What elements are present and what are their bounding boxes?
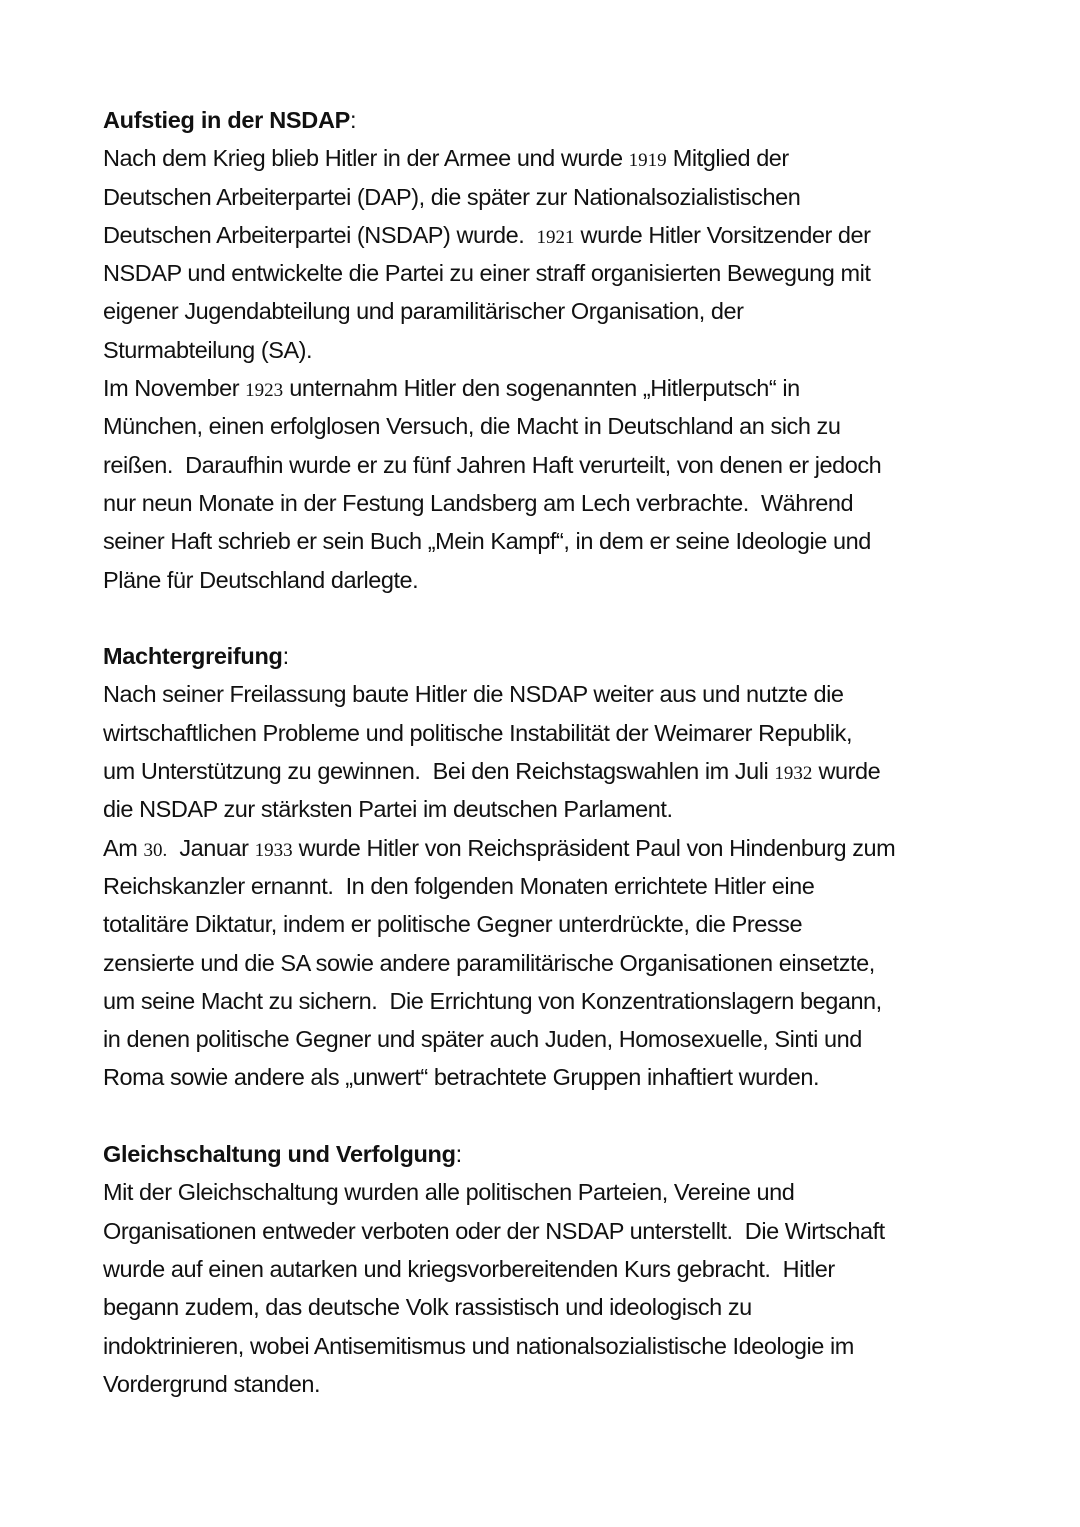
text-segment: Mitglied der [666, 145, 789, 172]
heading-colon: : [282, 643, 289, 670]
text-segment: unternahm Hitler den sogenannten „Hitlerputsch“ in [283, 375, 800, 402]
text-segment: Pläne für Deutschland darlegte. [103, 566, 419, 593]
paragraph-line [103, 1058, 1003, 1096]
text-segment: nur neun Monate in der Festung Landsberg am Lech verbrachte. Während [103, 489, 854, 516]
section-heading [103, 637, 1003, 675]
paragraph-line [103, 1173, 1003, 1211]
heading-colon: : [455, 1141, 462, 1168]
text-segment: NSDAP und entwickelte die Partei zu einer straff organisierten Bewegung mit [103, 260, 871, 287]
paragraph-line [103, 1250, 1003, 1288]
paragraph-line [103, 139, 1003, 177]
text-segment: zensierte und die SA sowie andere paramilitärische Organisationen einsetzte, [103, 949, 875, 976]
text-segment: wurde auf einen autarken und kriegsvorbereitenden Kurs gebracht. Hitler [103, 1255, 835, 1282]
text-segment: um Unterstützung zu gewinnen. Bei den Reichstagswahlen im Juli [103, 758, 775, 785]
paragraph-line [103, 1212, 1003, 1250]
section-heading [103, 101, 1003, 139]
text-segment: Organisationen entweder verboten oder der NSDAP unterstellt. Die Wirtschaft [103, 1217, 885, 1244]
paragraph-line [103, 1327, 1003, 1365]
paragraph-line [103, 944, 1003, 982]
text-segment: um seine Macht zu sichern. Die Errichtung von Konzentrationslagern begann, [103, 987, 882, 1014]
paragraph-line [103, 522, 1003, 560]
text-segment: Im November [103, 375, 246, 402]
text-segment: Deutschen Arbeiterpartei (DAP), die später zur Nationalsozialistischen [103, 183, 801, 210]
section-heading [103, 1135, 1003, 1173]
text-segment: Am [103, 834, 144, 861]
blank-line [103, 599, 1003, 637]
paragraph-line [103, 254, 1003, 292]
date-number: 1933 [254, 839, 293, 861]
paragraph-line [103, 982, 1003, 1020]
paragraph-line [103, 369, 1003, 407]
paragraph-line [103, 178, 1003, 216]
text-segment: Januar [167, 834, 255, 861]
text-segment: Nach dem Krieg blieb Hitler in der Armee und wurde [103, 145, 629, 172]
paragraph-line [103, 867, 1003, 905]
date-number: 1919 [628, 150, 667, 172]
text-segment: München, einen erfolglosen Versuch, die Macht in Deutschland an sich zu [103, 413, 841, 440]
text-segment: in denen politische Gegner und später auch Juden, Homosexuelle, Sinti und [103, 1026, 862, 1053]
text-segment: wirtschaftlichen Probleme und politische Instabilität der Weimarer Republik, [103, 719, 853, 746]
heading-text: Aufstieg in der NSDAP [103, 107, 351, 133]
paragraph-line [103, 561, 1003, 599]
text-segment: wurde [812, 758, 881, 785]
paragraph-line [103, 752, 1003, 790]
heading-text: Gleichschaltung und Verfolgung [103, 1141, 456, 1168]
paragraph-line [103, 446, 1003, 484]
date-number: 1932 [774, 763, 813, 785]
text-segment: Deutschen Arbeiterpartei (NSDAP) wurde. [103, 221, 537, 248]
text-segment: Sturmabteilung (SA). [103, 336, 313, 363]
paragraph-line [103, 829, 1003, 867]
paragraph-line [103, 905, 1003, 943]
paragraph-line [103, 1288, 1003, 1326]
text-segment: begann zudem, das deutsche Volk rassistisch und ideologisch zu [103, 1294, 752, 1321]
paragraph-line [103, 714, 1003, 752]
blank-line [103, 1097, 1003, 1135]
text-segment: indoktrinieren, wobei Antisemitismus und nationalsozialistische Ideologie im [103, 1332, 854, 1359]
heading-colon: : [350, 107, 357, 133]
paragraph-line [103, 216, 1003, 254]
text-segment: die NSDAP zur stärksten Partei im deutschen Parlament. [103, 796, 673, 823]
paragraph-line [103, 407, 1003, 445]
paragraph-line [103, 292, 1003, 330]
paragraph-line [103, 1365, 1003, 1403]
text-segment: Reichskanzler ernannt. In den folgenden Monaten errichtete Hitler eine [103, 872, 815, 899]
paragraph-line [103, 1020, 1003, 1058]
text-segment: reißen. Daraufhin wurde er zu fünf Jahren Haft verurteilt, von denen er jedoch [103, 451, 882, 478]
date-number: 1923 [245, 380, 284, 402]
document-body [103, 101, 1003, 1403]
text-segment: Roma sowie andere als „unwert“ betrachtete Gruppen inhaftiert wurden. [103, 1064, 820, 1091]
text-segment: Nach seiner Freilassung baute Hitler die NSDAP weiter aus und nutzte die [103, 681, 844, 708]
text-segment: eigener Jugendabteilung und paramilitärischer Organisation, der [103, 298, 744, 325]
text-segment: seiner Haft schrieb er sein Buch „Mein Kampf“, in dem er seine Ideologie und [103, 528, 871, 555]
paragraph-line [103, 331, 1003, 369]
heading-text: Machtergreifung [103, 643, 283, 670]
text-segment: wurde Hitler Vorsitzender der [574, 221, 871, 248]
date-number: 30. [143, 839, 168, 861]
paragraph-line [103, 790, 1003, 828]
paragraph-line [103, 675, 1003, 713]
date-number: 1921 [536, 226, 575, 248]
text-segment: wurde Hitler von Reichspräsident Paul von Hindenburg zum [292, 834, 896, 861]
text-segment: totalitäre Diktatur, indem er politische Gegner unterdrückte, die Presse [103, 911, 803, 938]
text-segment: Mit der Gleichschaltung wurden alle politischen Parteien, Vereine und [103, 1179, 795, 1206]
paragraph-line [103, 484, 1003, 522]
text-segment: Vordergrund standen. [103, 1370, 321, 1397]
